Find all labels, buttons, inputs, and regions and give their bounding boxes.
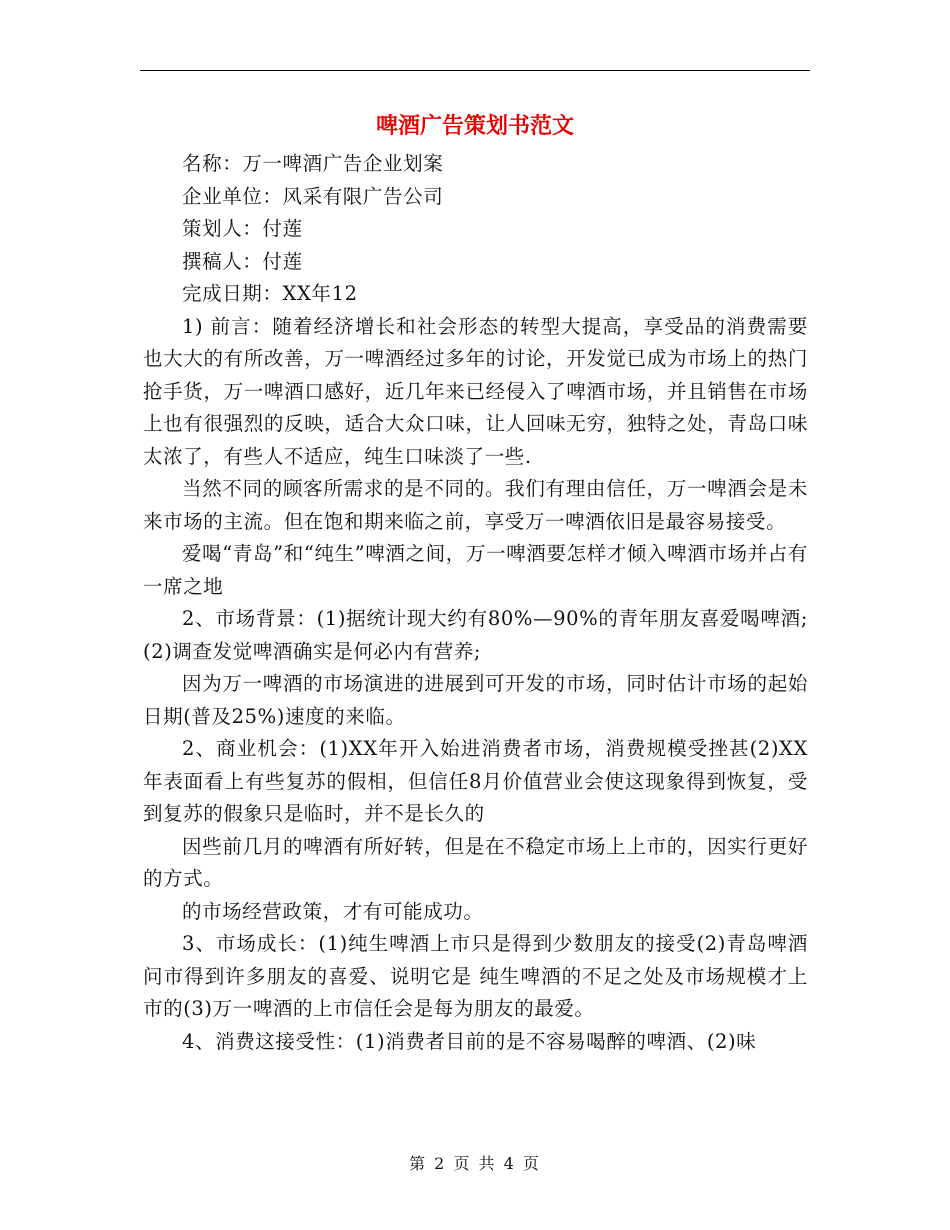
meta-writer: 撰稿人：付莲 xyxy=(182,249,303,273)
paragraph-business-opportunity: 2、商业机会：(1)XX年开入始进消费者市场，消费规模受挫甚(2)XX年表面看上有些复苏的假相，但信任8月价值营业会使这现象得到恢复，受到复苏的假象只是临时，并不是长久的 xyxy=(143,737,808,825)
paragraph-policy: 的市场经营政策，才有可能成功。 xyxy=(182,899,484,923)
paragraph-positioning: 爱喝“青岛”和“纯生”啤酒之间，万一啤酒要怎样才倾入啤酒市场并占有一席之地 xyxy=(143,542,808,598)
paragraph-preface: 1) 前言：随着经济增长和社会形态的转型大提高，享受品的消费需要也大大的有所改善，万一啤酒经过多年的讨论，开发觉已成为市场上的热门抢手货，万一啤酒口感好，近几年来已经侵入了啤酒市场，并且销售在市场上也有很强烈的反映，适合大众口味，让人回味无穷，独特之处，青岛口味太浓了，有些人不适应，纯生口味淡了一些. xyxy=(143,314,808,468)
paragraph-market-evolution: 因为万一啤酒的市场演进的进展到可开发的市场，同时估计市场的起始日期(普及25%)速度的来临。 xyxy=(143,672,808,728)
meta-planner: 策划人：付莲 xyxy=(182,217,303,240)
paragraph-market-background: 2、市场背景：(1)据统计现大约有80%—90%的青年朋友喜爱喝啤酒;(2)调查发觉啤酒确实是何必内有营养; xyxy=(143,607,808,663)
paragraph-customers: 当然不同的顾客所需求的是不同的。我们有理由信任，万一啤酒会是未来市场的主流。但在饱和期来临之前，享受万一啤酒依旧是最容易接受。 xyxy=(143,477,808,533)
document-body xyxy=(143,148,808,1058)
meta-name: 名称：万一啤酒广告企业划案 xyxy=(182,152,444,175)
page-number-footer: 第 2 页 共 4 页 xyxy=(409,1154,541,1173)
paragraph-consumer-acceptance: 4、消费这接受性：(1)消费者目前的是不容易喝醉的啤酒、(2)味 xyxy=(182,1029,757,1053)
meta-date: 完成日期：XX年12 xyxy=(182,282,358,305)
document-title: 啤酒广告策划书范文 xyxy=(375,113,574,139)
paragraph-recovery: 因些前几月的啤酒有所好转，但是在不稳定市场上上市的，因实行更好的方式。 xyxy=(143,834,808,890)
meta-company: 企业单位：风采有限广告公司 xyxy=(182,184,444,208)
paragraph-market-growth: 3、市场成长：(1)纯生啤酒上市只是得到少数朋友的接受(2)青岛啤酒问市得到许多朋友的喜爱、说明它是 纯生啤酒的不足之处及市场规模才上市的(3)万一啤酒的上市信任会是每为朋友的最爱。 xyxy=(143,932,808,1020)
header-rule xyxy=(140,70,810,71)
